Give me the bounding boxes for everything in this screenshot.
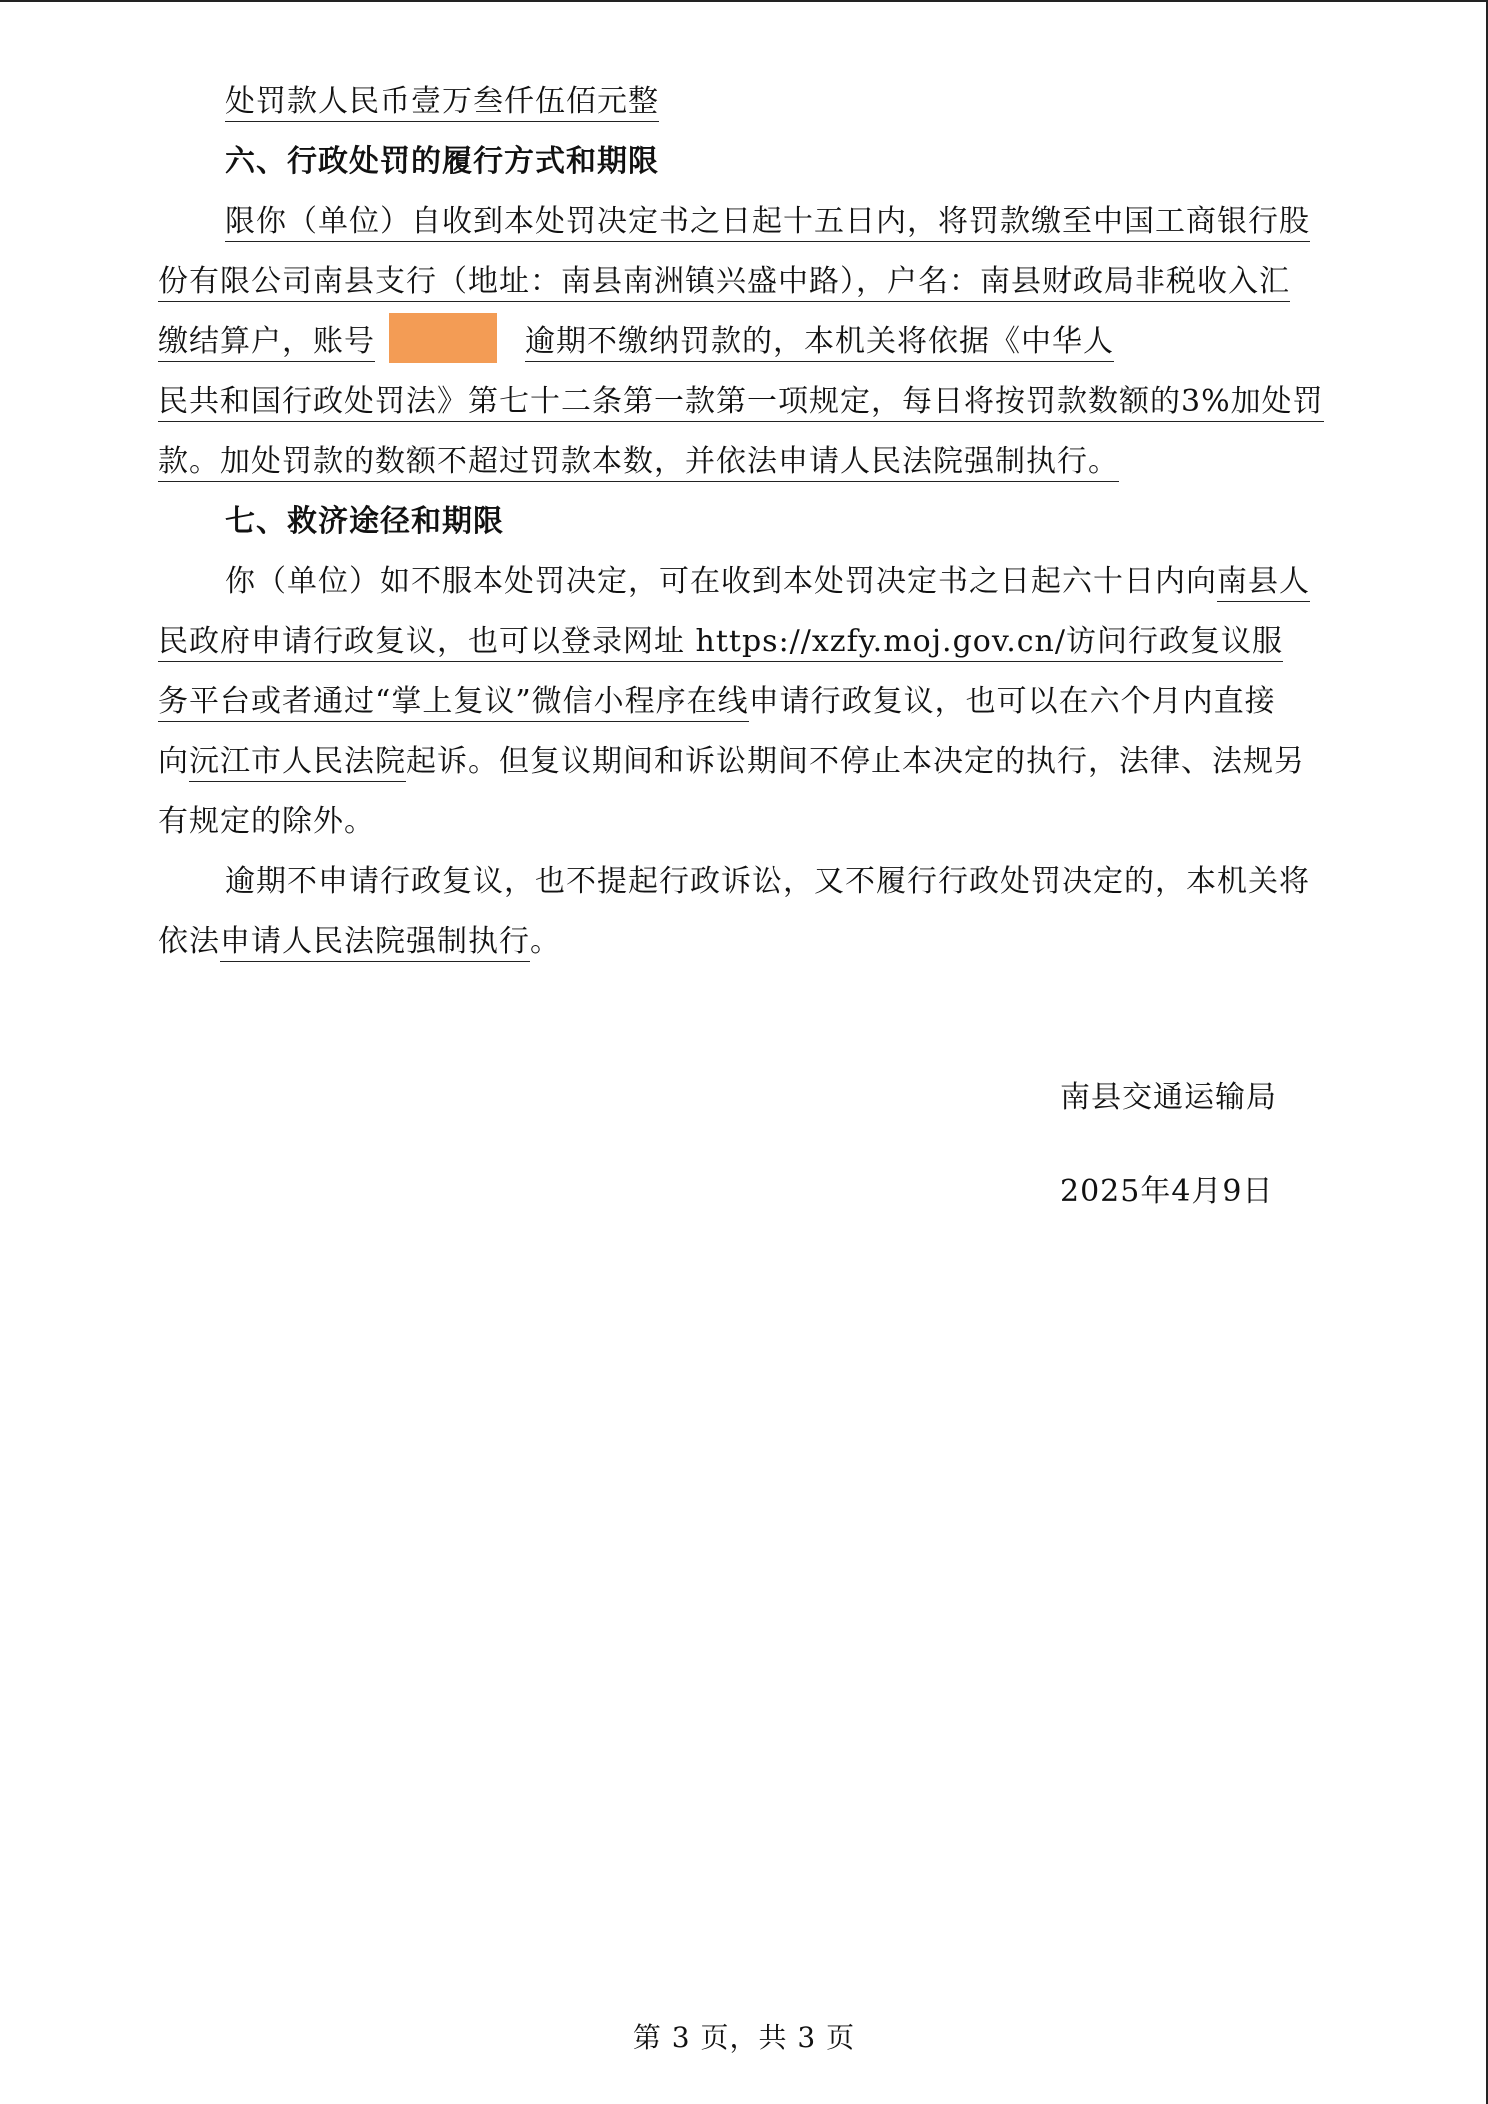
section-7-line-1: 你（单位）如不服本处罚决定，可在收到本处罚决定书之日起六十日内向南县人 [158, 552, 1408, 612]
section-7-line-5: 有规定的除外。 [158, 804, 375, 839]
section-6-line-1: 限你（单位）自收到本处罚决定书之日起十五日内，将罚款缴至中国工商银行股 [158, 192, 1408, 252]
section-6-heading: 六、行政处罚的履行方式和期限 [225, 144, 659, 179]
enforcement-line-1: 逾期不申请行政复议，也不提起行政诉讼，又不履行行政处罚决定的，本机关将 [225, 864, 1310, 899]
section-7-line-2: 民政府申请行政复议，也可以登录网址 https://xzfy.moj.gov.cn/访问行政复议服 [158, 612, 1408, 672]
section-6-line-4: 民共和国行政处罚法》第七十二条第一款第一项规定，每日将按罚款数额的3%加处罚 [158, 372, 1408, 432]
section-6-line-5: 款。加处罚款的数额不超过罚款本数，并依法申请人民法院强制执行。 [158, 432, 1408, 492]
page-frame-top [0, 0, 1488, 2]
issuing-authority: 南县交通运输局 [1060, 1080, 1277, 1115]
fine-amount-line: 处罚款人民币壹万叁仟伍佰元整 [158, 72, 1408, 132]
section-6-line-3: 缴结算户，账号 逾期不缴纳罚款的，本机关将依据《中华人 [158, 312, 1408, 372]
section-6-line-2: 份有限公司南县支行（地址：南县南洲镇兴盛中路），户名：南县财政局非税收入汇 [158, 252, 1408, 312]
redaction-mask [389, 313, 497, 363]
section-7-heading: 七、救济途径和期限 [225, 504, 504, 539]
section-7-line-3: 务平台或者通过“掌上复议”微信小程序在线申请行政复议，也可以在六个月内直接 [158, 672, 1408, 732]
page-number-footer: 第 3 页，共 3 页 [632, 2021, 856, 2054]
enforcement-line-2: 依法申请人民法院强制执行。 [158, 912, 1408, 972]
section-7-line-4: 向沅江市人民法院起诉。但复议期间和诉讼期间不停止本决定的执行，法律、法规另 [158, 732, 1408, 792]
issue-date: 2025年4月9日 [1060, 1174, 1274, 1209]
document-body [158, 72, 1408, 972]
